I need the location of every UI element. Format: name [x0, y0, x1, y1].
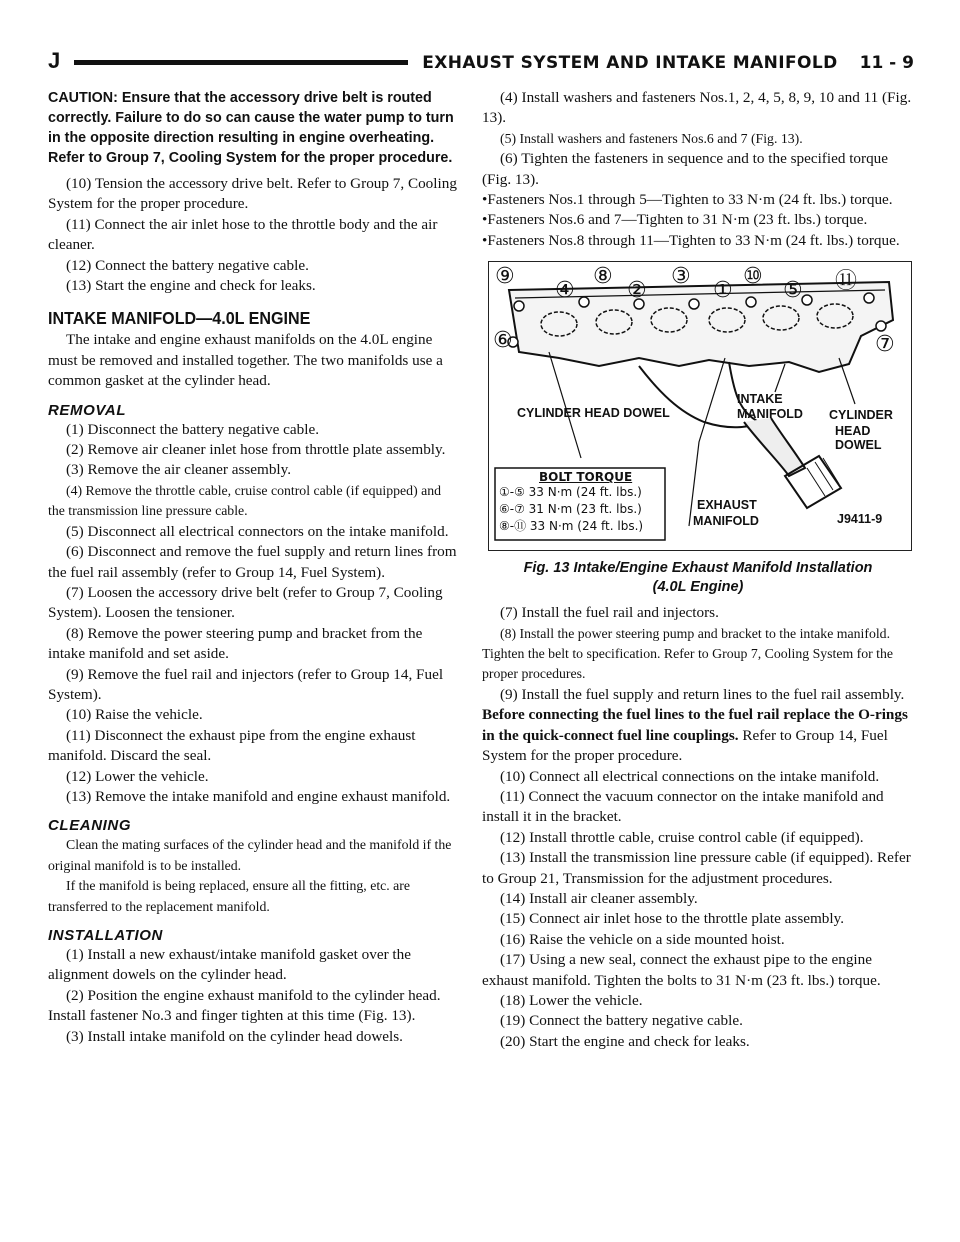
callout-2: ②: [627, 278, 647, 304]
bolt-torque-table: [499, 470, 663, 535]
page-number: 11 - 9: [859, 53, 914, 73]
label-manifold: MANIFOLD: [693, 514, 759, 529]
callout-10: ⑩: [743, 264, 763, 290]
label-intake-manifold: INTAKE MANIFOLD: [737, 392, 803, 422]
step: (8) Remove the power steering pump and bracket from the intake manifold and set aside.: [48, 624, 423, 663]
left-column: [48, 88, 458, 1047]
label-cylinder-head-dowel-left: CYLINDER HEAD DOWEL: [517, 406, 670, 421]
step: (2) Remove air cleaner inlet hose from throttle plate assembly.: [66, 441, 446, 459]
step: (6) Tighten the fasteners in sequence and to the specified torque (Fig. 13).: [482, 150, 889, 188]
step: (10) Connect all electrical connections on the intake manifold.: [500, 767, 880, 785]
callout-11: ⑪: [835, 269, 858, 295]
step: (12) Install throttle cable, cruise control cable (if equipped).: [500, 828, 864, 846]
step: (10) Tension the accessory drive belt. Refer to Group 7, Cooling System for the proper procedure.: [48, 175, 457, 213]
callout-8: ⑧: [593, 264, 613, 290]
step: (19) Connect the battery negative cable.: [500, 1012, 743, 1030]
step: (13) Start the engine and check for leaks.: [66, 277, 316, 295]
header-title: EXHAUST SYSTEM AND INTAKE MANIFOLD: [422, 53, 838, 73]
callout-9: ⑨: [495, 264, 515, 290]
label-cylinder: CYLINDER: [829, 408, 893, 423]
step: (20) Start the engine and check for leaks.: [500, 1032, 750, 1050]
step: Clean the mating surfaces of the cylinder head and the manifold if the original manifold is to be installed.: [48, 837, 452, 873]
removal-heading: REMOVAL: [48, 401, 127, 419]
step: (14) Install air cleaner assembly.: [500, 889, 698, 907]
step: (4) Install washers and fasteners Nos.1, 2, 4, 5, 8, 9, 10 and 11 (Fig. 13).: [482, 89, 912, 127]
torque-row: ⑧-⑪ 33 N·m (24 ft. lbs.): [499, 519, 644, 534]
step: (10) Raise the vehicle.: [66, 706, 203, 724]
step: (13) Remove the intake manifold and engine exhaust manifold.: [66, 787, 451, 805]
step: (18) Lower the vehicle.: [500, 991, 643, 1009]
right-column: [482, 88, 914, 1052]
callout-1: ①: [713, 278, 733, 304]
torque-bullet: • Fasteners Nos.8 through 11—Tighten to 33 N·m (24 ft. lbs.) torque.: [482, 231, 914, 251]
torque-bullet: • Fasteners Nos.6 and 7—Tighten to 31 N·m (23 ft. lbs.) torque.: [482, 210, 914, 230]
step: (12) Connect the battery negative cable.: [66, 256, 309, 274]
label-exhaust: EXHAUST: [697, 498, 757, 513]
intro-paragraph: The intake and engine exhaust manifolds on the 4.0L engine must be removed and installed together. The two manifolds use a common gasket at the cylinder head.: [48, 331, 443, 390]
label-head-dowel: HEAD DOWEL: [835, 424, 882, 453]
step: (6) Disconnect and remove the fuel supply and return lines from the fuel rail assembly (refer to Group 14, Fuel System).: [48, 543, 457, 581]
callout-5: ⑤: [783, 278, 803, 304]
step: (11) Connect the vacuum connector on the intake manifold and install it in the bracket.: [482, 787, 884, 826]
step: (9) Remove the fuel rail and injectors (refer to Group 14, Fuel System).: [48, 665, 444, 703]
section-heading: INTAKE MANIFOLD—4.0L ENGINE: [48, 308, 311, 329]
header-letter: J: [48, 48, 61, 73]
step: (12) Lower the vehicle.: [66, 767, 209, 785]
step: (1) Disconnect the battery negative cable.: [66, 420, 320, 438]
step: (15) Connect air inlet hose to the throttle plate assembly.: [500, 910, 845, 928]
step: (4) Remove the throttle cable, cruise control cable (if equipped) and the transmission line pressure cable.: [48, 482, 442, 519]
caution-note: CAUTION: Ensure that the accessory drive belt is routed correctly. Failure to do so can cause the water pump to turn in the opposite direction resulting in engine overheating. Refer to Group 7, Cooling System for the proper procedure.: [48, 90, 454, 166]
step: (13) Install the transmission line pressure cable (if equipped). Refer to Group 21, Transmission for the adjustment procedures.: [482, 849, 911, 887]
page-header: [48, 36, 914, 72]
step: If the manifold is being replaced, ensure all the fitting, etc. are transferred to the replacement manifold.: [48, 878, 411, 914]
callout-6: ⑥: [493, 328, 513, 354]
torque-bullet: • Fasteners Nos.1 through 5—Tighten to 33 N·m (24 ft. lbs.) torque.: [482, 190, 914, 210]
callout-3: ③: [671, 264, 691, 290]
step: (5) Install washers and fasteners Nos.6 and 7 (Fig. 13).: [500, 130, 803, 146]
step: (7) Install the fuel rail and injectors.: [500, 604, 719, 622]
step: (1) Install a new exhaust/intake manifold gasket over the alignment dowels on the cylinder head.: [48, 946, 411, 984]
step: (2) Position the engine exhaust manifold to the cylinder head. Install fastener No.3 and finger tighten at this time (Fig. 13).: [48, 986, 441, 1025]
callout-7: ⑦: [875, 332, 895, 358]
torque-row: ⑥-⑦ 31 N·m (23 ft. lbs.): [499, 502, 642, 517]
manifold-figure: [488, 261, 912, 551]
figure-code: J9411-9: [837, 512, 883, 527]
step: (17) Using a new seal, connect the exhaust pipe to the engine exhaust manifold. Tighten the bolts to 31 N·m (23 ft. lbs.) torque.: [482, 951, 881, 989]
installation-heading: INSTALLATION: [48, 927, 163, 944]
callout-4: ④: [555, 278, 575, 304]
torque-table-title: BOLT TORQUE: [539, 470, 633, 485]
step: (3) Remove the air cleaner assembly.: [66, 461, 292, 479]
step: (9) Install the fuel supply and return lines to the fuel rail assembly. Before connecting the fuel lines to the fuel rail replace the O-rings in the quick-connect fuel line couplings. Refer to Group 14, Fuel System for the proper procedure.: [482, 685, 908, 765]
step: (3) Install intake manifold on the cylinder head dowels.: [66, 1027, 403, 1045]
step: (11) Disconnect the exhaust pipe from the engine exhaust manifold. Discard the seal.: [48, 726, 416, 765]
step: (16) Raise the vehicle on a side mounted hoist.: [500, 930, 785, 948]
torque-row: ①-⑤ 33 N·m (24 ft. lbs.): [499, 485, 642, 500]
step: (8) Install the power steering pump and bracket to the intake manifold. Tighten the belt to specification. Refer to Group 7, Cooling System for the proper procedures.: [482, 625, 894, 682]
cleaning-heading: CLEANING: [48, 817, 132, 835]
figure-caption: Fig. 13 Intake/Engine Exhaust Manifold Installation (4.0L Engine): [523, 560, 873, 596]
step: (11) Connect the air inlet hose to the throttle body and the air cleaner.: [48, 215, 438, 254]
step: (5) Disconnect all electrical connectors on the intake manifold.: [66, 522, 449, 540]
header-rule: [74, 60, 408, 65]
step: (7) Loosen the accessory drive belt (refer to Group 7, Cooling System). Loosen the tensioner.: [48, 583, 443, 622]
